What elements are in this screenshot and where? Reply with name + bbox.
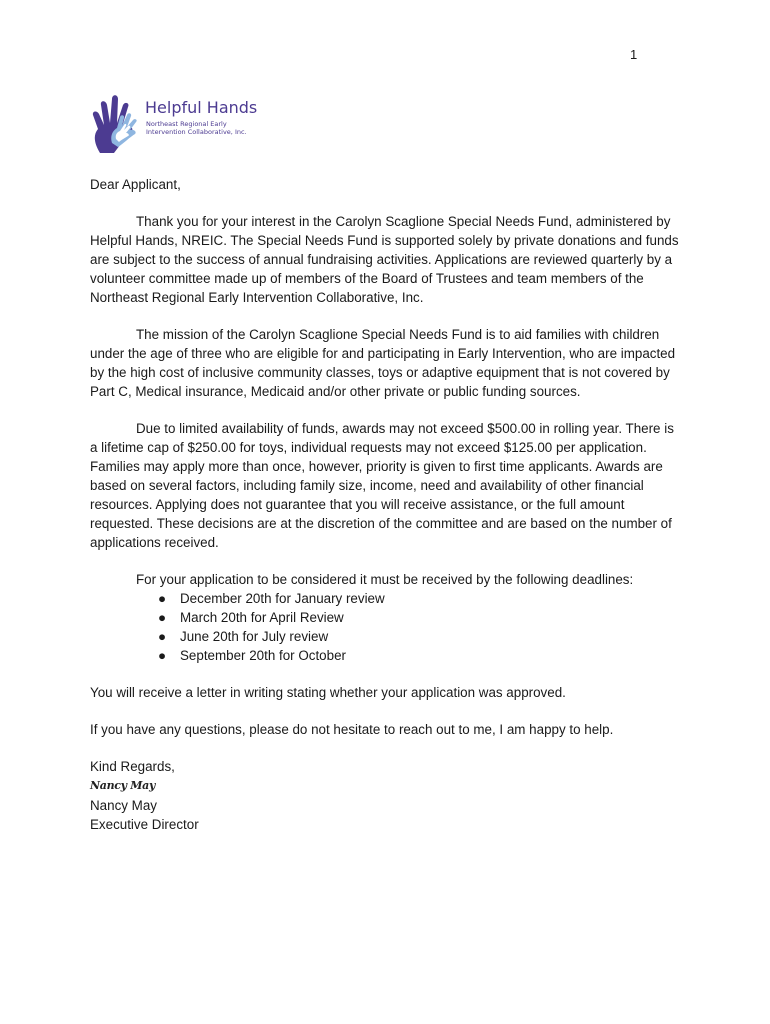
hands-icon [90,93,146,155]
bullet-icon: ● [158,648,167,663]
bullet-icon: ● [158,610,167,625]
notice-text: You will receive a letter in writing stating whether your application was approved. [90,685,566,700]
deadlines-list [90,589,685,665]
list-item [158,627,685,646]
logo-title: Helpful Hands [145,98,258,117]
signer-title: Executive Director [90,817,199,832]
paragraph-intro: Thank you for your interest in the Carolyn Scaglione Special Needs Fund, administered by Helpful Hands, NREIC. The Special Needs Fund is supported solely by private donations and funds are subject to the success of annual fundraising activities. Applications are reviewed quarterly by a volunteer committee made up of members of the Board of Trustees and team members of the Northeast Regional Early Intervention Collaborative, Inc. [90,214,679,305]
deadlines-intro: For your application to be considered it must be received by the following deadlines: [136,572,634,587]
deadline-text: December 20th for January review [180,591,385,606]
logo-subtitle: Northeast Regional Early Intervention Collaborative, Inc. [146,120,247,136]
deadline-text: September 20th for October [180,648,346,663]
deadline-text: March 20th for April Review [180,610,344,625]
closing-text: Kind Regards, [90,759,175,774]
salutation: Dear Applicant, [90,177,181,192]
list-item [158,608,685,627]
deadline-text: June 20th for July review [180,629,329,644]
letter-body [90,175,685,834]
questions-text: If you have any questions, please do not hesitate to reach out to me, I am happy to help. [90,722,614,737]
signature: Nancy May [90,779,156,792]
bullet-icon: ● [158,591,167,606]
paragraph-mission: The mission of the Carolyn Scaglione Special Needs Fund is to aid families with children under the age of three who are eligible for and participating in Early Intervention, who are impacted by the high cost of inclusive community classes, toys or adaptive equipment that is not covered by Part C, Medical insurance, Medicaid and/or other private or public funding sources. [90,327,676,399]
signer-name: Nancy May [90,798,157,813]
bullet-icon: ● [158,629,167,644]
page-number: 1 [630,47,638,62]
list-item [158,589,685,608]
paragraph-funds: Due to limited availability of funds, awards may not exceed $500.00 in rolling year. There is a lifetime cap of $250.00 for toys, individual requests may not exceed $125.00 per application. Families may apply more than once, however, priority is given to first time applicants. Awards are based on several factors, including family size, income, need and availability of other financial resources. Applying does not guarantee that you will receive assistance, or the full amount requested. These decisions are at the discretion of the committee and are based on the number of applications received. [90,421,674,550]
closing-block [90,757,685,834]
helpful-hands-logo [90,93,260,157]
list-item [158,646,685,665]
